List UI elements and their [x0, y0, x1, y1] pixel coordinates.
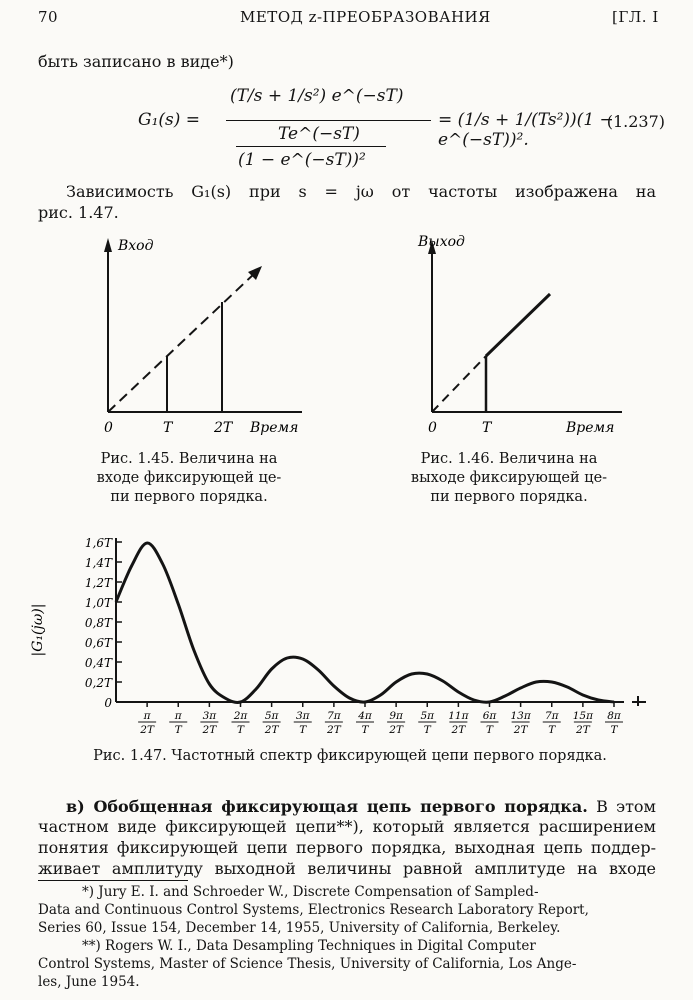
- tick-0: 0: [428, 420, 437, 436]
- x-tick-numerator: π: [174, 710, 182, 722]
- x-tick-denominator: 2T: [576, 724, 590, 736]
- section-line-4: живает амплитуду выходной величины равной амплитуде на входе: [38, 859, 656, 878]
- y-tick-label: 1,6T: [84, 536, 112, 550]
- footnote-line: les, June 1954.: [38, 974, 140, 990]
- x-tick-numerator: π: [143, 710, 151, 722]
- figure-1-46: [398, 232, 628, 442]
- caption-line: Рис. 1.46. Величина на: [420, 451, 598, 467]
- footnote-line: Control Systems, Master of Science Thesis, University of California, Los Ange-: [38, 956, 577, 972]
- x-tick-numerator: 2π: [233, 710, 248, 722]
- figure-1-45: [70, 232, 310, 442]
- inner-fraction-bar: [236, 146, 386, 147]
- equation-denominator-bottom: (1 − e^(−sT))²: [238, 150, 366, 170]
- footnote-line: Series 60, Issue 154, December 14, 1955, University of California, Berkeley.: [38, 920, 561, 936]
- equation-denominator: Te^(−sT): [278, 124, 360, 144]
- tick-T: T: [482, 420, 492, 436]
- x-tick-denominator: 2T: [202, 724, 217, 736]
- paragraph-1-line-2: рис. 1.47.: [38, 203, 119, 222]
- equation-lhs: G₁(s) =: [138, 110, 201, 130]
- y-axis-label: Выход: [418, 234, 465, 250]
- x-tick-numerator: 11π: [448, 710, 469, 722]
- y-tick-label: 1,4T: [84, 556, 112, 570]
- paragraph-1-line-1: Зависимость G₁(s) при s = jω от частоты изображена на: [66, 182, 656, 201]
- y-tick-label: 1,2T: [84, 576, 112, 590]
- y-axis-label: Вход: [118, 238, 154, 254]
- output-segment: [486, 294, 550, 356]
- spectrum-curve: [116, 543, 614, 702]
- chapter-label: [ГЛ. I: [612, 8, 659, 26]
- figure-1-47-chart: [28, 530, 648, 745]
- footnote-1: [38, 883, 656, 937]
- tick-2T: 2T: [214, 420, 233, 436]
- x-tick-numerator: 7π: [327, 710, 341, 722]
- y-tick-label: 0,8T: [84, 616, 112, 630]
- x-tick-numerator: 5π: [264, 710, 279, 722]
- y-tick-label: 0,4T: [84, 656, 112, 670]
- x-tick-denominator: T: [299, 724, 307, 736]
- x-tick-denominator: T: [236, 724, 245, 736]
- equation-1237: [138, 80, 668, 180]
- equation-number: (1.237): [606, 112, 665, 131]
- caption-line: пи первого порядка.: [430, 489, 588, 505]
- x-tick-denominator: 2T: [451, 724, 466, 736]
- section-line-1-rest: В этом: [596, 797, 656, 816]
- x-tick-numerator: 5π: [420, 710, 435, 722]
- section-line-2: частном виде фиксирующей цепи**), который является расширением: [38, 817, 656, 836]
- y-axis-label: |G₁(jω)|: [30, 603, 46, 657]
- x-tick-numerator: 13π: [510, 710, 531, 722]
- x-tick-numerator: 15π: [572, 710, 594, 722]
- x-axis-label: Время: [566, 420, 615, 436]
- x-tick-denominator: T: [423, 724, 431, 736]
- section-heading: в) Обобщенная фиксирующая цепь первого порядка.: [66, 797, 588, 816]
- y-axis-arrow: [104, 238, 112, 252]
- footnote-line: **) Rogers W. I., Data Desampling Techniques in Digital Computer: [82, 938, 536, 954]
- y-tick-label: 0,6T: [84, 636, 112, 650]
- input-ramp-dashed: [108, 272, 256, 412]
- x-tick-numerator: 9π: [389, 710, 403, 722]
- x-tick-denominator: T: [174, 724, 182, 736]
- caption-line: Рис. 1.45. Величина на: [100, 451, 278, 467]
- equation-numerator: (T/s + 1/s²) e^(−sT): [230, 86, 404, 106]
- x-tick-denominator: 2T: [513, 724, 528, 736]
- ramp-dashed: [432, 356, 486, 412]
- figure-1-45-caption: [78, 450, 300, 507]
- caption-line: входе фиксирующей це-: [96, 470, 282, 486]
- footnote-rule: [38, 880, 188, 881]
- x-tick-numerator: 3π: [295, 710, 310, 722]
- tick-0: 0: [104, 420, 113, 436]
- x-tick-denominator: 2T: [389, 724, 403, 736]
- x-tick-denominator: T: [548, 724, 556, 736]
- y-tick-label: 0,2T: [84, 676, 112, 690]
- equation-rhs: = (1/s + 1/(Ts²))(1 − e^(−sT))².: [438, 110, 614, 150]
- x-tick-denominator: T: [485, 724, 494, 736]
- x-tick-numerator: 7π: [544, 710, 559, 722]
- x-tick-denominator: 2T: [140, 724, 154, 736]
- tick-T: T: [163, 420, 173, 436]
- figure-1-46-caption: [398, 450, 620, 507]
- x-tick-numerator: 8π: [607, 710, 621, 722]
- fraction-bar: [226, 120, 431, 121]
- x-axis-label: Время: [250, 420, 299, 436]
- caption-line: пи первого порядка.: [110, 489, 268, 505]
- x-tick-denominator: T: [610, 724, 618, 736]
- x-tick-denominator: 2T: [327, 724, 341, 736]
- caption-line: выходе фиксирующей це-: [410, 470, 608, 486]
- x-tick-numerator: 3π: [202, 710, 217, 722]
- x-tick-denominator: T: [361, 724, 369, 736]
- running-title: МЕТОД z-ПРЕОБРАЗОВАНИЯ: [240, 8, 491, 26]
- x-tick-numerator: 4π: [358, 710, 372, 722]
- x-tick-numerator: 6π: [482, 710, 497, 722]
- page-number: 70: [38, 8, 59, 26]
- footnote-2: [38, 937, 656, 991]
- footnote-line: Data and Continuous Control Systems, Electronics Research Laboratory Report,: [38, 902, 589, 918]
- x-tick-denominator: 2T: [264, 724, 279, 736]
- figure-1-47-caption: Рис. 1.47. Частотный спектр фиксирующей цепи первого порядка.: [93, 748, 607, 764]
- footnote-line: *) Jury E. I. and Schroeder W., Discrete Compensation of Sampled-: [82, 884, 539, 900]
- y-tick-label: 1,0T: [84, 596, 112, 610]
- y-tick-label: 0: [104, 696, 112, 710]
- intro-line: быть записано в виде*): [38, 52, 234, 71]
- section-line-3: понятия фиксирующей цепи первого порядка, выходная цепь поддер-: [38, 838, 656, 857]
